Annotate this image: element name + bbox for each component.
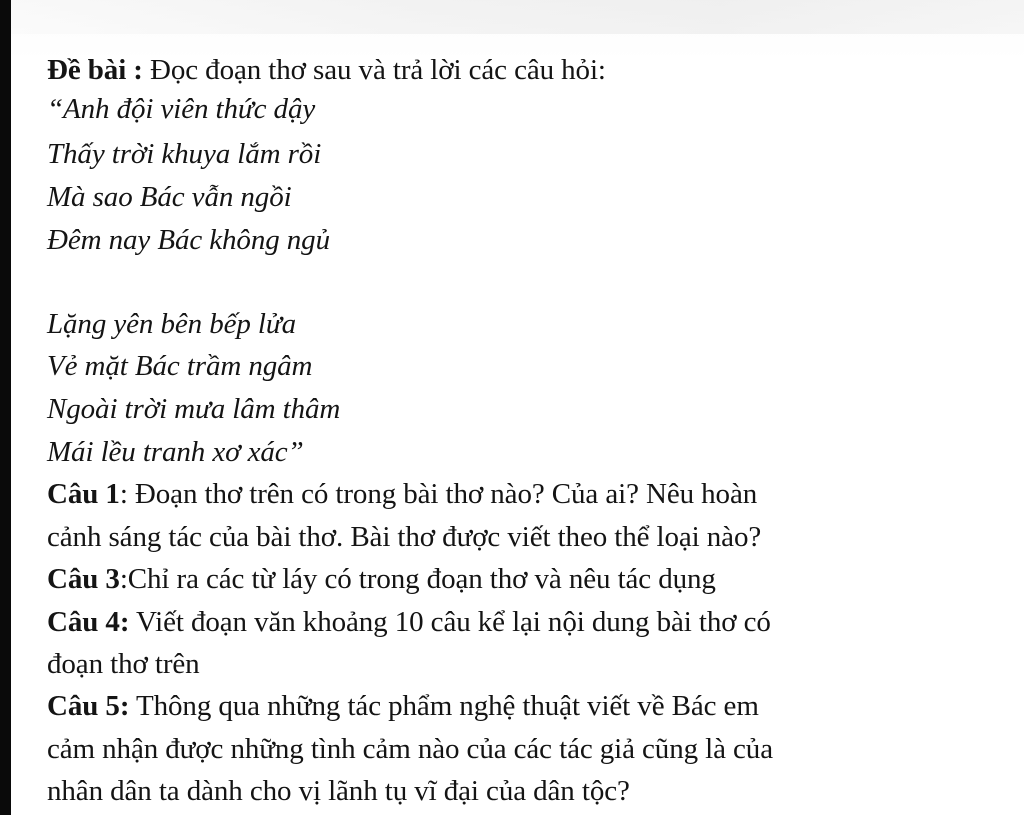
- poem-line-2: Thấy trời khuya lắm rồi: [47, 138, 322, 170]
- assignment-header: [47, 56, 606, 85]
- top-shading: [11, 0, 1024, 34]
- poem-line-1: “Anh đội viên thức dậy: [47, 93, 316, 125]
- question-3-line-1: [47, 565, 716, 594]
- question-3-label: Câu 3: [47, 563, 120, 595]
- question-5-line-2: cảm nhận được những tình cảm nào của các tác giả cũng là của: [47, 733, 773, 765]
- question-1-label: Câu 1: [47, 478, 120, 510]
- poem-line-6: Vẻ mặt Bác trầm ngâm: [47, 350, 313, 382]
- question-4-line-1: [47, 608, 771, 637]
- question-1-line-2: cảnh sáng tác của bài thơ. Bài thơ được viết theo thể loại nào?: [47, 521, 762, 553]
- question-5-line-3: nhân dân ta dành cho vị lãnh tụ vĩ đại của dân tộc?: [47, 775, 630, 807]
- left-border: [0, 0, 11, 815]
- question-4-label: Câu 4:: [47, 606, 130, 638]
- header-label: Đề bài :: [47, 54, 143, 86]
- poem-line-8: Mái lều tranh xơ xác”: [47, 436, 304, 468]
- question-4-line-2: đoạn thơ trên: [47, 648, 200, 680]
- poem-line-3: Mà sao Bác vẫn ngồi: [47, 181, 292, 213]
- question-1-text: : Đoạn thơ trên có trong bài thơ nào? Của ai? Nêu hoàn: [119, 478, 758, 510]
- question-5-label: Câu 5:: [47, 690, 130, 722]
- header-text: Đọc đoạn thơ sau và trả lời các câu hỏi:: [142, 54, 606, 86]
- poem-line-7: Ngoài trời mưa lâm thâm: [47, 393, 341, 425]
- question-1-line-1: [47, 480, 757, 509]
- question-3-text: :Chỉ ra các từ láy có trong đoạn thơ và nêu tác dụng: [119, 563, 716, 595]
- question-4-text: Viết đoạn văn khoảng 10 câu kể lại nội dung bài thơ có: [129, 606, 771, 638]
- poem-line-4: Đêm nay Bác không ngủ: [47, 224, 330, 256]
- poem-line-5: Lặng yên bên bếp lửa: [47, 308, 296, 340]
- question-5-line-1: [47, 692, 759, 721]
- question-5-text: Thông qua những tác phẩm nghệ thuật viết về Bác em: [129, 690, 759, 722]
